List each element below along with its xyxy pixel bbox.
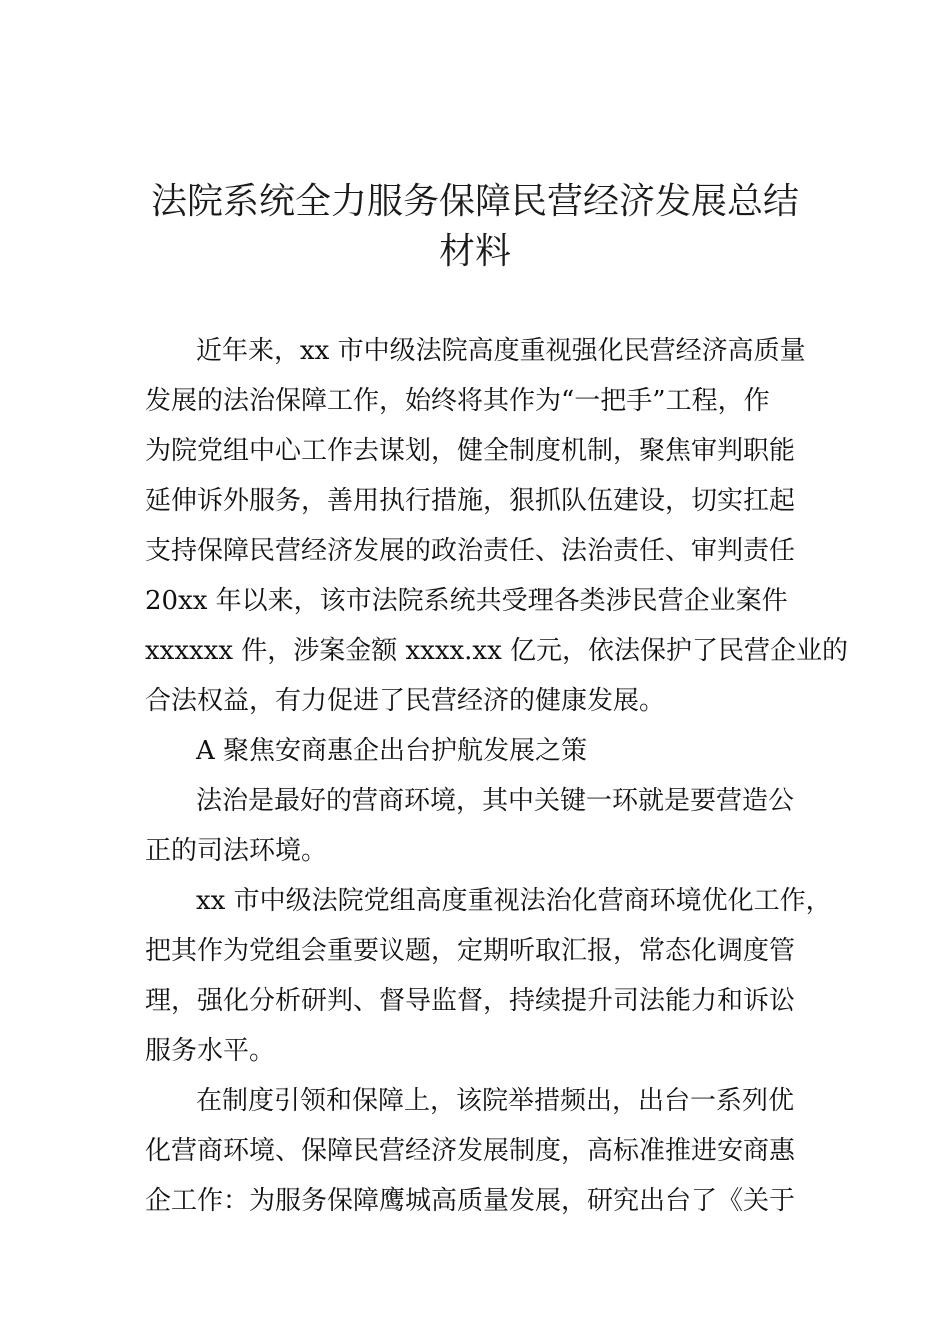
body-line-15: 服务水平。 — [145, 1036, 276, 1066]
document-title-line-1: 法院系统全力服务保障民营经济发展总结 — [150, 181, 799, 222]
body-line-7: xxxxxx 件，涉案金额 xxxx.xx 亿元，依法保护了民营企业的 — [145, 636, 849, 666]
document-title-line-2: 材料 — [438, 231, 511, 272]
body-line-5: 支持保障民营经济发展的政治责任、法治责任、审判责任 — [145, 536, 796, 566]
body-line-3: 为院党组中心工作去谋划，健全制度机制，聚焦审判职能 — [145, 436, 796, 466]
body-line-14: 理，强化分析研判、督导监督，持续提升司法能力和诉讼 — [145, 986, 796, 1016]
body-line-6: 20xx 年以来，该市法院系统共受理各类涉民营企业案件 — [145, 586, 788, 616]
body-line-13: 把其作为党组会重要议题，定期听取汇报，常态化调度管 — [145, 936, 796, 966]
section-heading: A 聚焦安商惠企出台护航发展之策 — [196, 736, 588, 766]
body-line-1: 近年来，xx 市中级法院高度重视强化民营经济高质量 — [196, 336, 806, 366]
body-line-11: 正的司法环境。 — [145, 836, 328, 866]
body-line-10: 法治是最好的营商环境，其中关键一环就是要营造公 — [196, 786, 795, 816]
body-line-2: 发展的法治保障工作，始终将其作为“一把手”工程，作 — [145, 386, 770, 416]
body-line-17: 化营商环境、保障民营经济发展制度，高标准推进安商惠 — [145, 1136, 796, 1166]
body-line-8: 合法权益，有力促进了民营经济的健康发展。 — [145, 686, 666, 716]
body-line-16: 在制度引领和保障上，该院举措频出，出台一系列优 — [196, 1086, 795, 1116]
body-line-4: 延伸诉外服务，善用执行措施，狠抓队伍建设，切实扛起 — [145, 486, 796, 516]
body-line-12: xx 市中级法院党组高度重视法治化营商环境优化工作， — [196, 886, 832, 916]
body-line-18: 企工作：为服务保障鹰城高质量发展，研究出台了《关于 — [145, 1186, 796, 1216]
